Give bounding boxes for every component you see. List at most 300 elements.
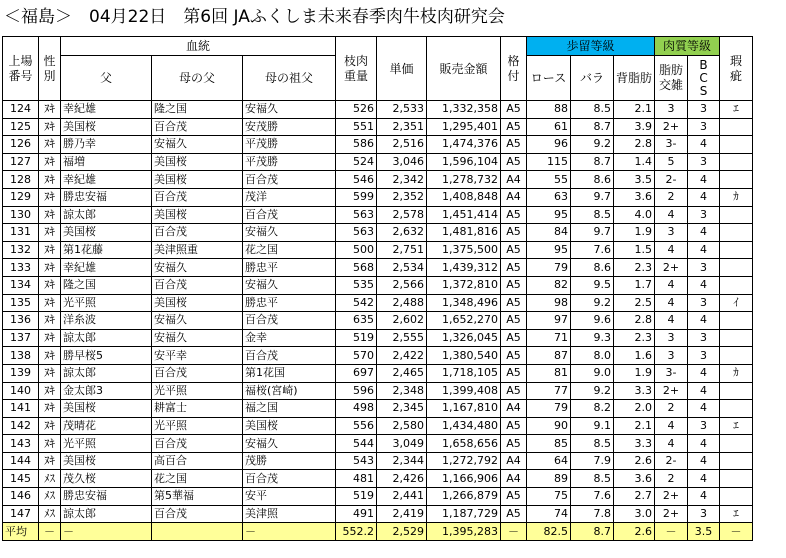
table-row [3,101,753,119]
table-row [3,400,753,418]
back-fat-cell: 3.3 [614,382,655,400]
father-cell: 諒太郎 [61,329,152,347]
weight-cell: 596 [336,382,377,400]
weight-cell: 544 [336,435,377,453]
sex-cell: － [39,523,61,541]
bcs-cell: 4 [688,224,720,242]
bcs-cell: 4 [688,171,720,189]
bcs-cell: 3 [688,101,720,119]
lot-cell: 147 [3,505,39,523]
defect-cell: ｲ [720,294,753,312]
maternal-grandfather-cell: 安福久 [152,259,243,277]
table-row [3,136,753,154]
unit-price-cell: 2,580 [377,417,427,435]
maternal-grandfather-cell: 美国桜 [152,294,243,312]
maternal-grandfather-cell: 美国桜 [152,206,243,224]
sales-cell: 1,439,312 [427,259,501,277]
table-row [3,118,753,136]
sex-cell: ﾇｷ [39,452,61,470]
sex-cell: ﾇｷ [39,417,61,435]
marbling-cell: 4 [655,241,688,259]
weight-cell: 524 [336,153,377,171]
rib-cell: 7.8 [571,505,614,523]
sex-cell: ﾇｷ [39,435,61,453]
unit-price-cell: 2,422 [377,347,427,365]
lot-cell: 124 [3,101,39,119]
maternal-grandfather-cell: 百合茂 [152,505,243,523]
loin-cell: 55 [527,171,571,189]
marbling-cell: 2+ [655,488,688,506]
sales-cell: 1,187,729 [427,505,501,523]
marbling-cell: 2- [655,171,688,189]
loin-cell: 85 [527,435,571,453]
rib-cell: 8.5 [571,470,614,488]
bcs-cell: 4 [688,488,720,506]
maternal-grandfather-cell: 光平照 [152,382,243,400]
maternal-great-grandfather-cell: 平茂勝 [243,136,336,154]
sex-cell: ﾇｷ [39,118,61,136]
maternal-great-grandfather-cell: 安福久 [243,435,336,453]
back-fat-cell: 1.5 [614,241,655,259]
lot-cell: 144 [3,452,39,470]
table-row [3,276,753,294]
table-row [3,488,753,506]
loin-cell: 84 [527,224,571,242]
unit-price-cell: 2,566 [377,276,427,294]
defect-cell [720,400,753,418]
sales-cell: 1,278,732 [427,171,501,189]
table-row [3,294,753,312]
back-fat-cell: 1.6 [614,347,655,365]
marbling-cell: 3 [655,347,688,365]
sales-cell: 1,481,816 [427,224,501,242]
father-cell: 美国桜 [61,400,152,418]
bcs-cell: 4 [688,312,720,330]
maternal-great-grandfather-cell: 茂勝 [243,452,336,470]
father-cell: 美国桜 [61,118,152,136]
sex-cell: ﾇｷ [39,153,61,171]
bcs-cell: 3 [688,505,720,523]
father-cell: 勝乃幸 [61,136,152,154]
maternal-grandfather-cell: 安平幸 [152,347,243,365]
weight-cell: 551 [336,118,377,136]
sales-cell: 1,718,105 [427,364,501,382]
grade-cell: A5 [501,224,527,242]
bcs-cell: 3 [688,153,720,171]
bcs-cell: 3 [688,206,720,224]
rib-cell: 7.6 [571,488,614,506]
loin-cell: 79 [527,259,571,277]
unit-price-cell: 2,534 [377,259,427,277]
defect-cell [720,118,753,136]
defect-cell [720,470,753,488]
header-meat-quality-group: 肉質等級 [655,37,720,56]
rib-cell: 8.6 [571,171,614,189]
defect-cell: ｴ [720,417,753,435]
father-cell: 美国桜 [61,224,152,242]
defect-cell [720,153,753,171]
sales-cell: 1,272,792 [427,452,501,470]
sales-cell: 1,375,500 [427,241,501,259]
unit-price-cell: 2,465 [377,364,427,382]
table-row [3,470,753,488]
header-marbling: 脂肪 交雑 [655,56,688,101]
unit-price-cell: 2,441 [377,488,427,506]
back-fat-cell: 2.5 [614,294,655,312]
lot-cell: 131 [3,224,39,242]
rib-cell: 7.9 [571,452,614,470]
defect-cell: ｶ [720,364,753,382]
back-fat-cell: 3.0 [614,505,655,523]
weight-cell: 481 [336,470,377,488]
rib-cell: 8.2 [571,400,614,418]
average-row [3,523,753,541]
maternal-grandfather-cell: 百合茂 [152,364,243,382]
header-grade: 格 付 [501,37,527,101]
loin-cell: 89 [527,470,571,488]
marbling-cell: 4 [655,276,688,294]
sex-cell: ﾇｷ [39,224,61,242]
marbling-cell: 4 [655,417,688,435]
father-cell: 隆之国 [61,276,152,294]
bcs-cell: 4 [688,382,720,400]
weight-cell: 697 [336,364,377,382]
maternal-great-grandfather-cell: 勝忠平 [243,259,336,277]
loin-cell: 90 [527,417,571,435]
weight-cell: 599 [336,188,377,206]
marbling-cell: 2 [655,400,688,418]
rib-cell: 8.7 [571,118,614,136]
table-row [3,417,753,435]
defect-cell [720,171,753,189]
sales-cell: 1,332,358 [427,101,501,119]
maternal-great-grandfather-cell: 美国桜 [243,417,336,435]
defect-cell: ｴ [720,505,753,523]
loin-cell: 63 [527,188,571,206]
grade-cell: A5 [501,101,527,119]
grade-cell: A5 [501,382,527,400]
weight-cell: 535 [336,276,377,294]
maternal-grandfather-cell: 美津照重 [152,241,243,259]
bcs-cell: 4 [688,435,720,453]
bcs-cell: 3 [688,347,720,365]
maternal-great-grandfather-cell: 茂洋 [243,188,336,206]
loin-cell: 61 [527,118,571,136]
maternal-great-grandfather-cell: 勝忠平 [243,294,336,312]
defect-cell [720,206,753,224]
marbling-cell: 2+ [655,505,688,523]
grade-cell: A4 [501,452,527,470]
maternal-great-grandfather-cell: 百合茂 [243,347,336,365]
lot-cell: 130 [3,206,39,224]
table-body [3,101,753,541]
marbling-cell: 2+ [655,382,688,400]
defect-cell [720,488,753,506]
bcs-cell: 3 [688,118,720,136]
bcs-cell: 4 [688,276,720,294]
sex-cell: ﾒｽ [39,505,61,523]
maternal-grandfather-cell: 安福久 [152,329,243,347]
header-maternal-grandfather: 母の父 [152,56,243,101]
maternal-grandfather-cell: 耕富士 [152,400,243,418]
table-row [3,188,753,206]
bcs-cell: 3 [688,329,720,347]
grade-cell: A5 [501,153,527,171]
header-unit-price: 単価 [377,37,427,101]
weight-cell: 526 [336,101,377,119]
sex-cell: ﾇｷ [39,347,61,365]
unit-price-cell: 2,602 [377,312,427,330]
marbling-cell: 2+ [655,118,688,136]
sex-cell: ﾇｷ [39,329,61,347]
header-carcass-weight: 枝肉 重量 [336,37,377,101]
back-fat-cell: 2.7 [614,488,655,506]
marbling-cell: 3- [655,136,688,154]
marbling-cell: 2 [655,188,688,206]
rib-cell: 9.6 [571,312,614,330]
marbling-cell: 2 [655,470,688,488]
lot-cell: 142 [3,417,39,435]
sales-cell: 1,380,540 [427,347,501,365]
loin-cell: 71 [527,329,571,347]
father-cell: 幸紀雄 [61,171,152,189]
maternal-great-grandfather-cell: 安平 [243,488,336,506]
father-cell: － [61,523,152,541]
table-row [3,329,753,347]
header-back-fat: 背脂肪 [614,56,655,101]
maternal-grandfather-cell: 百合茂 [152,188,243,206]
sales-cell: 1,266,879 [427,488,501,506]
marbling-cell: 4 [655,312,688,330]
father-cell: 諒太郎 [61,206,152,224]
defect-cell [720,382,753,400]
rib-cell: 9.5 [571,276,614,294]
marbling-cell: 4 [655,206,688,224]
sales-cell: 1,395,283 [427,523,501,541]
sales-cell: 1,451,414 [427,206,501,224]
header-father: 父 [61,56,152,101]
unit-price-cell: 2,578 [377,206,427,224]
loin-cell: 88 [527,101,571,119]
back-fat-cell: 2.6 [614,523,655,541]
maternal-great-grandfather-cell: 安福久 [243,101,336,119]
lot-cell: 129 [3,188,39,206]
bcs-cell: 3 [688,417,720,435]
maternal-grandfather-cell: 安福久 [152,312,243,330]
auction-results-table [2,36,753,541]
rib-cell: 9.7 [571,224,614,242]
marbling-cell: 3 [655,329,688,347]
maternal-grandfather-cell: 美国桜 [152,171,243,189]
header-rib: バラ [571,56,614,101]
rib-cell: 8.0 [571,347,614,365]
marbling-cell: 3- [655,364,688,382]
unit-price-cell: 2,419 [377,505,427,523]
father-cell: 光平照 [61,294,152,312]
back-fat-cell: 2.3 [614,329,655,347]
sales-cell: 1,434,480 [427,417,501,435]
father-cell: 勝忠安福 [61,188,152,206]
bcs-cell: 3 [688,294,720,312]
sex-cell: ﾇｷ [39,136,61,154]
sex-cell: ﾇｷ [39,294,61,312]
grade-cell: － [501,523,527,541]
sex-cell: ﾇｷ [39,241,61,259]
grade-cell: A5 [501,329,527,347]
sex-cell: ﾇｷ [39,259,61,277]
rib-cell: 7.6 [571,241,614,259]
loin-cell: 115 [527,153,571,171]
page-title: ＜福島＞ 04月22日 第6回 JAふくしま未来春季肉牛枝肉研究会 [4,7,505,27]
maternal-great-grandfather-cell: 百合茂 [243,312,336,330]
lot-cell: 137 [3,329,39,347]
rib-cell: 8.7 [571,153,614,171]
sex-cell: ﾇｷ [39,101,61,119]
back-fat-cell: 3.6 [614,188,655,206]
maternal-grandfather-cell [152,523,243,541]
loin-cell: 97 [527,312,571,330]
defect-cell [720,259,753,277]
weight-cell: 563 [336,206,377,224]
header-bcs: B C S [688,56,720,101]
father-cell: 第1花藤 [61,241,152,259]
sex-cell: ﾇｷ [39,400,61,418]
bcs-cell: 4 [688,470,720,488]
father-cell: 茂晴花 [61,417,152,435]
unit-price-cell: 2,351 [377,118,427,136]
lot-cell: 136 [3,312,39,330]
father-cell: 洋糸波 [61,312,152,330]
loin-cell: 98 [527,294,571,312]
header-maternal-great-grandfather: 母の祖父 [243,56,336,101]
weight-cell: 635 [336,312,377,330]
unit-price-cell: 2,426 [377,470,427,488]
sales-cell: 1,658,656 [427,435,501,453]
grade-cell: A5 [501,241,527,259]
rib-cell: 8.5 [571,101,614,119]
sales-cell: 1,167,810 [427,400,501,418]
rib-cell: 9.0 [571,364,614,382]
table-row [3,259,753,277]
loin-cell: 74 [527,505,571,523]
table-row [3,312,753,330]
loin-cell: 95 [527,241,571,259]
sex-cell: ﾇｷ [39,206,61,224]
loin-cell: 75 [527,488,571,506]
sex-cell: ﾇｷ [39,188,61,206]
sales-cell: 1,295,401 [427,118,501,136]
defect-cell [720,329,753,347]
back-fat-cell: 3.9 [614,118,655,136]
back-fat-cell: 3.5 [614,171,655,189]
maternal-great-grandfather-cell: 福之国 [243,400,336,418]
table-row [3,347,753,365]
maternal-grandfather-cell: 美国桜 [152,153,243,171]
header-bloodline-group: 血統 [61,37,336,56]
weight-cell: 519 [336,329,377,347]
sales-cell: 1,399,408 [427,382,501,400]
bcs-cell: 3 [688,259,720,277]
loin-cell: 96 [527,136,571,154]
sex-cell: ﾇｷ [39,276,61,294]
back-fat-cell: 2.6 [614,452,655,470]
defect-cell: ｴ [720,101,753,119]
grade-cell: A4 [501,171,527,189]
weight-cell: 542 [336,294,377,312]
back-fat-cell: 2.0 [614,400,655,418]
father-cell: 幸紀雄 [61,101,152,119]
rib-cell: 9.7 [571,188,614,206]
marbling-cell: 3 [655,101,688,119]
grade-cell: A5 [501,118,527,136]
sales-cell: 1,372,810 [427,276,501,294]
table-row [3,452,753,470]
unit-price-cell: 2,348 [377,382,427,400]
defect-cell [720,241,753,259]
sex-cell: ﾒｽ [39,488,61,506]
father-cell: 美国桜 [61,452,152,470]
header-loin: ロース [527,56,571,101]
grade-cell: A5 [501,488,527,506]
back-fat-cell: 3.6 [614,470,655,488]
unit-price-cell: 2,632 [377,224,427,242]
loin-cell: 79 [527,400,571,418]
unit-price-cell: 2,529 [377,523,427,541]
defect-cell [720,224,753,242]
maternal-great-grandfather-cell: 平茂勝 [243,153,336,171]
lot-cell: 139 [3,364,39,382]
grade-cell: A5 [501,364,527,382]
father-cell: 幸紀雄 [61,259,152,277]
table-row [3,171,753,189]
bcs-cell: 4 [688,136,720,154]
rib-cell: 9.1 [571,417,614,435]
father-cell: 諒太郎 [61,505,152,523]
table-row [3,224,753,242]
defect-cell: ｶ [720,188,753,206]
back-fat-cell: 1.9 [614,364,655,382]
grade-cell: A4 [501,470,527,488]
rib-cell: 8.7 [571,523,614,541]
maternal-great-grandfather-cell: 百合茂 [243,206,336,224]
lot-cell: 平均 [3,523,39,541]
lot-cell: 128 [3,171,39,189]
back-fat-cell: 4.0 [614,206,655,224]
lot-cell: 125 [3,118,39,136]
marbling-cell: 4 [655,294,688,312]
loin-cell: 77 [527,382,571,400]
marbling-cell: 4 [655,435,688,453]
loin-cell: 81 [527,364,571,382]
back-fat-cell: 1.4 [614,153,655,171]
lot-cell: 138 [3,347,39,365]
grade-cell: A4 [501,188,527,206]
weight-cell: 563 [336,224,377,242]
father-cell: 勝早桜5 [61,347,152,365]
back-fat-cell: 2.8 [614,136,655,154]
unit-price-cell: 3,049 [377,435,427,453]
defect-cell [720,452,753,470]
grade-cell: A5 [501,206,527,224]
sales-cell: 1,408,848 [427,188,501,206]
maternal-great-grandfather-cell: 第1花国 [243,364,336,382]
maternal-great-grandfather-cell: 金幸 [243,329,336,347]
back-fat-cell: 1.9 [614,224,655,242]
weight-cell: 543 [336,452,377,470]
maternal-great-grandfather-cell: 安福久 [243,276,336,294]
header-lot-number: 上場 番号 [3,37,39,101]
weight-cell: 552.2 [336,523,377,541]
